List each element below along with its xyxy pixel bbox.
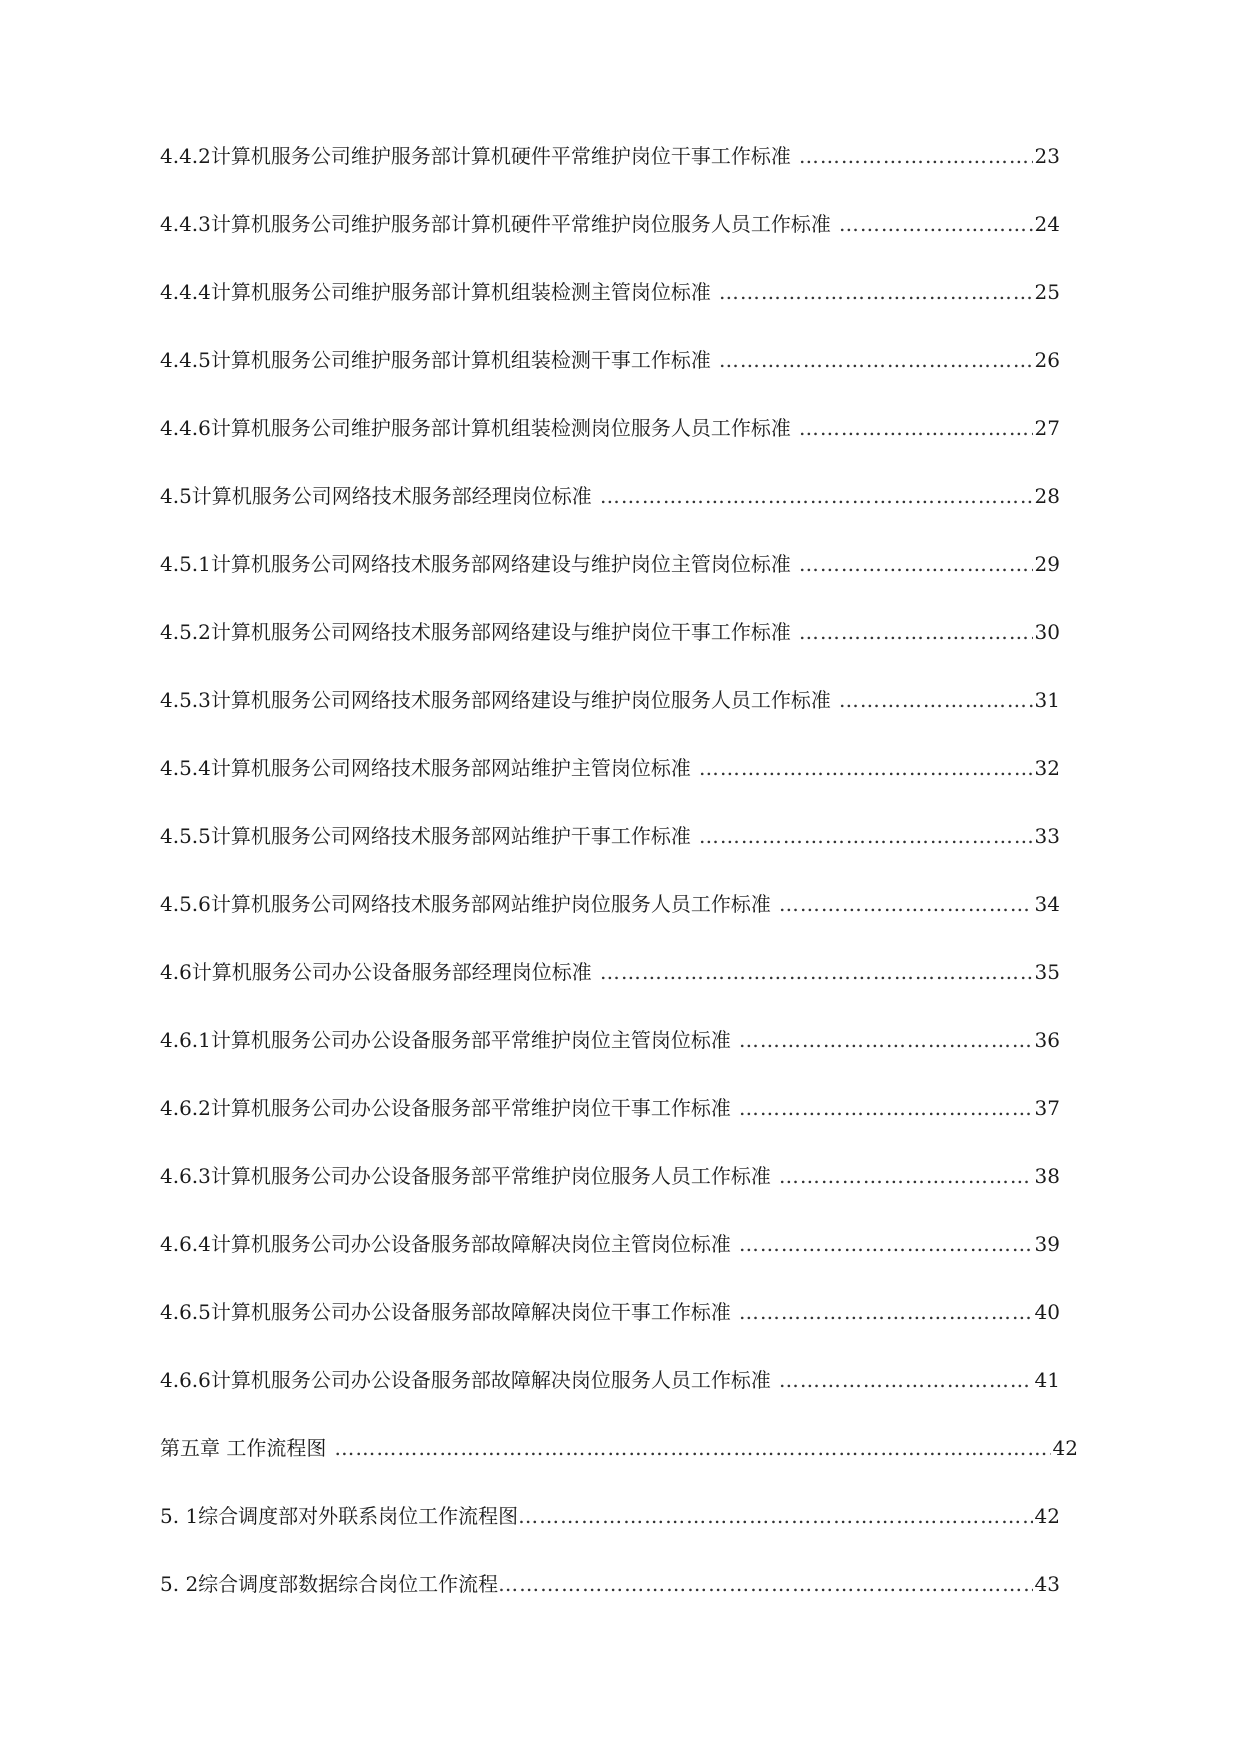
toc-entry[interactable]	[160, 1292, 1060, 1360]
toc-dot-leader	[839, 204, 1033, 244]
toc-entry[interactable]	[160, 884, 1060, 952]
toc-entry[interactable]	[160, 1360, 1060, 1428]
toc-entry-title: 4.5.5计算机服务公司网络技术服务部网站维护干事工作标准	[160, 824, 691, 848]
toc-entry-title: 4.5.1计算机服务公司网络技术服务部网络建设与维护岗位主管岗位标准	[160, 552, 791, 576]
toc-entry-title: 4.4.3计算机服务公司维护服务部计算机硬件平常维护岗位服务人员工作标准	[160, 212, 831, 236]
toc-entry[interactable]	[160, 680, 1060, 748]
toc-page-number: 30	[1034, 620, 1060, 644]
toc-dot-leader	[799, 408, 1033, 448]
toc-entry-title: 4.4.2计算机服务公司维护服务部计算机硬件平常维护岗位干事工作标准	[160, 144, 791, 168]
toc-page-number: 33	[1034, 824, 1060, 848]
toc-page-number: 32	[1034, 756, 1060, 780]
toc-page-number: 38	[1034, 1164, 1060, 1188]
toc-dot-leader	[799, 136, 1033, 176]
toc-entry-title: 4.6.4计算机服务公司办公设备服务部故障解决岗位主管岗位标准	[160, 1232, 731, 1256]
toc-dot-leader	[739, 1292, 1033, 1332]
toc-entry[interactable]	[160, 1020, 1060, 1088]
toc-entry[interactable]	[160, 1224, 1060, 1292]
toc-entry[interactable]	[160, 952, 1060, 1020]
toc-entry-title: 4.6计算机服务公司办公设备服务部经理岗位标准	[160, 960, 592, 984]
toc-page-number: 43	[1034, 1572, 1060, 1596]
toc-dot-leader	[739, 1224, 1033, 1264]
toc-entry[interactable]	[160, 476, 1060, 544]
toc-dot-leader	[739, 1020, 1033, 1060]
toc-page-number: 40	[1034, 1300, 1060, 1324]
toc-page-number: 28	[1034, 484, 1060, 508]
toc-entry-title: 4.5.6计算机服务公司网络技术服务部网站维护岗位服务人员工作标准	[160, 892, 771, 916]
toc-page-number: 42	[1034, 1504, 1060, 1528]
toc-dot-leader	[839, 680, 1033, 720]
toc-dot-leader	[600, 476, 1033, 516]
toc-page-number: 35	[1034, 960, 1060, 984]
toc-entry-title: 4.4.5计算机服务公司维护服务部计算机组装检测干事工作标准	[160, 348, 711, 372]
toc-dot-leader	[498, 1564, 1032, 1604]
toc-page-number: 37	[1034, 1096, 1060, 1120]
toc-dot-leader	[334, 1428, 1050, 1468]
toc-entry-title: 5. 2综合调度部数据综合岗位工作流程	[160, 1572, 499, 1596]
toc-dot-leader	[719, 340, 1033, 380]
toc-entry[interactable]	[160, 748, 1060, 816]
toc-dot-leader	[739, 1088, 1033, 1128]
toc-dot-leader	[779, 884, 1033, 924]
toc-entry-chapter[interactable]	[160, 1428, 1078, 1496]
toc-entry[interactable]	[160, 816, 1060, 884]
toc-dot-leader	[799, 544, 1033, 584]
toc-entry-title: 4.5.4计算机服务公司网络技术服务部网站维护主管岗位标准	[160, 756, 691, 780]
toc-page-number: 24	[1034, 212, 1060, 236]
toc-entry[interactable]	[160, 136, 1060, 204]
toc-entry[interactable]	[160, 1564, 1060, 1632]
toc-page-number: 42	[1052, 1436, 1078, 1460]
toc-page-number: 41	[1034, 1368, 1060, 1392]
toc-page-number: 34	[1034, 892, 1060, 916]
toc-dot-leader	[799, 612, 1033, 652]
toc-page-number: 25	[1034, 280, 1060, 304]
table-of-contents	[160, 136, 1078, 1632]
toc-entry[interactable]	[160, 204, 1060, 272]
toc-entry[interactable]	[160, 1156, 1060, 1224]
toc-entry-title: 4.5.2计算机服务公司网络技术服务部网络建设与维护岗位干事工作标准	[160, 620, 791, 644]
toc-entry[interactable]	[160, 340, 1060, 408]
toc-page-number: 31	[1034, 688, 1060, 712]
toc-dot-leader	[600, 952, 1033, 992]
toc-entry-title: 第五章 工作流程图	[160, 1436, 327, 1460]
toc-entry-title: 4.6.3计算机服务公司办公设备服务部平常维护岗位服务人员工作标准	[160, 1164, 771, 1188]
toc-dot-leader	[719, 272, 1033, 312]
toc-entry[interactable]	[160, 1088, 1060, 1156]
toc-entry[interactable]	[160, 272, 1060, 340]
toc-entry-title: 4.6.5计算机服务公司办公设备服务部故障解决岗位干事工作标准	[160, 1300, 731, 1324]
toc-entry[interactable]	[160, 612, 1060, 680]
toc-dot-leader	[779, 1156, 1033, 1196]
toc-page-number: 23	[1034, 144, 1060, 168]
toc-page-number: 26	[1034, 348, 1060, 372]
toc-entry-title: 4.6.2计算机服务公司办公设备服务部平常维护岗位干事工作标准	[160, 1096, 731, 1120]
toc-entry[interactable]	[160, 408, 1060, 476]
toc-entry[interactable]	[160, 1496, 1060, 1564]
toc-page-number: 39	[1034, 1232, 1060, 1256]
toc-entry-title: 4.6.1计算机服务公司办公设备服务部平常维护岗位主管岗位标准	[160, 1028, 731, 1052]
toc-dot-leader	[699, 748, 1033, 788]
toc-page-number: 27	[1034, 416, 1060, 440]
toc-entry-title: 4.5.3计算机服务公司网络技术服务部网络建设与维护岗位服务人员工作标准	[160, 688, 831, 712]
toc-dot-leader	[779, 1360, 1033, 1400]
toc-entry[interactable]	[160, 544, 1060, 612]
toc-entry-title: 4.4.4计算机服务公司维护服务部计算机组装检测主管岗位标准	[160, 280, 711, 304]
toc-entry-title: 4.6.6计算机服务公司办公设备服务部故障解决岗位服务人员工作标准	[160, 1368, 771, 1392]
toc-page-number: 36	[1034, 1028, 1060, 1052]
toc-entry-title: 4.4.6计算机服务公司维护服务部计算机组装检测岗位服务人员工作标准	[160, 416, 791, 440]
toc-page-number: 29	[1034, 552, 1060, 576]
toc-dot-leader	[699, 816, 1033, 856]
toc-entry-title: 5. 1综合调度部对外联系岗位工作流程图	[160, 1504, 519, 1528]
toc-entry-title: 4.5计算机服务公司网络技术服务部经理岗位标准	[160, 484, 592, 508]
toc-dot-leader	[518, 1496, 1032, 1536]
